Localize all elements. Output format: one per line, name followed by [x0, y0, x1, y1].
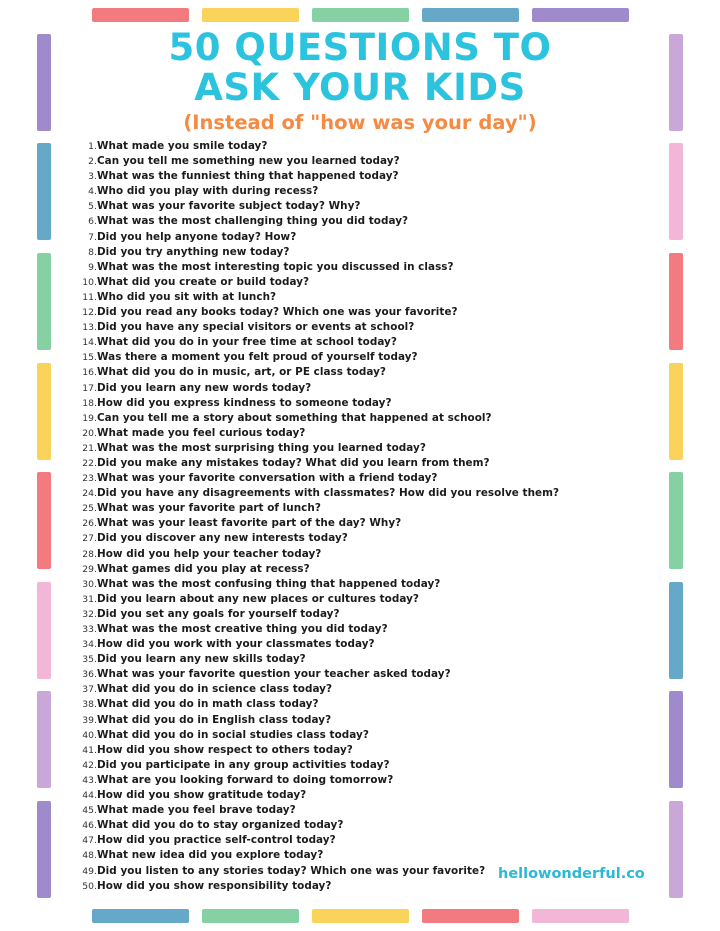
question-item [72, 184, 612, 199]
question-text: Did you make any mistakes today? What did you learn from them? [97, 456, 490, 469]
question-item [72, 441, 612, 456]
question-text: What did you do in math class today? [97, 698, 319, 711]
question-item [72, 139, 612, 154]
question-number: 30. [82, 578, 97, 590]
question-text: Did you have any disagreements with classmates? How did you resolve them? [97, 487, 560, 500]
question-item [72, 350, 612, 365]
question-number: 25. [82, 503, 97, 515]
question-item [72, 245, 612, 260]
right-border-bar [669, 801, 683, 898]
question-text: What did you do in English class today? [97, 713, 332, 726]
question-text: How did you show responsibility today? [97, 879, 332, 892]
question-number: 10. [82, 276, 97, 288]
question-text: Did you help anyone today? How? [97, 230, 297, 243]
question-number: 24. [82, 488, 97, 500]
top-border-bar [532, 8, 629, 22]
question-number: 20. [82, 427, 97, 439]
question-text: What was the most challenging thing you did today? [97, 215, 409, 228]
question-number: 41. [82, 744, 97, 756]
question-item [72, 743, 612, 758]
bottom-border-bar [532, 909, 629, 923]
bottom-border-bar [92, 909, 189, 923]
question-number: 3. [88, 171, 97, 183]
question-item [72, 471, 612, 486]
question-number: 2. [88, 156, 97, 168]
question-text: Can you tell me a story about something that happened at school? [97, 411, 492, 424]
question-number: 11. [82, 291, 97, 303]
question-number: 15. [82, 352, 97, 364]
question-item [72, 848, 612, 863]
question-text: Did you try anything new today? [97, 245, 290, 258]
question-item [72, 833, 612, 848]
question-item [72, 320, 612, 335]
question-number: 49. [82, 865, 97, 877]
question-item [72, 531, 612, 546]
question-text: What was the funniest thing that happened today? [97, 170, 399, 183]
question-text: How did you work with your classmates today? [97, 638, 375, 651]
title-line-2: ASK YOUR KIDS [194, 66, 526, 109]
website-link[interactable]: hellowonderful.co [498, 866, 645, 882]
question-item [72, 592, 612, 607]
question-text: How did you express kindness to someone today? [97, 396, 392, 409]
top-border-bar [202, 8, 299, 22]
question-number: 18. [82, 397, 97, 409]
title-line-1: 50 QUESTIONS TO [168, 26, 552, 69]
question-number: 13. [82, 322, 97, 334]
question-item [72, 486, 612, 501]
question-number: 23. [82, 473, 97, 485]
question-item [72, 577, 612, 592]
left-border-bar [37, 691, 51, 788]
question-text: What made you smile today? [97, 140, 268, 152]
question-item [72, 290, 612, 305]
question-number: 46. [82, 820, 97, 832]
question-number: 39. [82, 714, 97, 726]
question-text: Did you learn any new skills today? [97, 653, 306, 666]
question-text: What did you do in science class today? [97, 683, 333, 696]
question-number: 26. [82, 518, 97, 530]
question-number: 43. [82, 774, 97, 786]
question-text: Did you learn about any new places or cultures today? [97, 592, 419, 605]
question-number: 22. [82, 457, 97, 469]
question-text: What was your favorite subject today? Why? [97, 200, 361, 213]
right-border-bar [669, 691, 683, 788]
question-item [72, 335, 612, 350]
question-text: Did you participate in any group activities today? [97, 758, 390, 771]
question-text: What are you looking forward to doing tomorrow? [97, 773, 394, 786]
question-text: Did you set any goals for yourself today? [97, 607, 340, 620]
question-text: Did you read any books today? Which one was your favorite? [97, 306, 458, 319]
question-text: What was your least favorite part of the day? Why? [97, 517, 402, 530]
question-item [72, 547, 612, 562]
question-text: How did you practice self-control today? [97, 834, 336, 847]
question-item [72, 275, 612, 290]
right-border-bar [669, 143, 683, 240]
question-item [72, 803, 612, 818]
question-item [72, 713, 612, 728]
question-number: 5. [88, 201, 97, 213]
question-item [72, 214, 612, 229]
question-item [72, 758, 612, 773]
left-border-bar [37, 143, 51, 240]
question-text: Did you listen to any stories today? Which one was your favorite? [97, 864, 486, 877]
question-number: 7. [88, 231, 97, 243]
question-number: 44. [82, 790, 97, 802]
question-text: What was your favorite part of lunch? [97, 502, 321, 515]
question-number: 42. [82, 759, 97, 771]
question-number: 50. [82, 880, 97, 892]
question-text: What did you do in your free time at school today? [97, 336, 397, 349]
top-border-bar [422, 8, 519, 22]
left-border-bar [37, 801, 51, 898]
question-number: 38. [82, 699, 97, 711]
question-number: 48. [82, 850, 97, 862]
question-list [72, 139, 612, 894]
question-item [72, 396, 612, 411]
question-item [72, 622, 612, 637]
question-number: 32. [82, 608, 97, 620]
question-item [72, 728, 612, 743]
question-item [72, 169, 612, 184]
question-number: 4. [88, 186, 97, 198]
question-text: Did you learn any new words today? [97, 381, 312, 394]
question-text: What did you do in music, art, or PE class today? [97, 366, 386, 379]
question-text: What games did you play at recess? [97, 562, 310, 575]
question-number: 19. [82, 412, 97, 424]
question-text: What was your favorite question your teacher asked today? [97, 668, 451, 681]
question-text: What was the most creative thing you did today? [97, 623, 388, 635]
question-text: Who did you sit with at lunch? [97, 290, 277, 303]
left-border-bar [37, 582, 51, 679]
question-item [72, 818, 612, 833]
question-item [72, 516, 612, 531]
question-number: 33. [82, 624, 97, 635]
question-number: 12. [82, 307, 97, 319]
question-number: 1. [88, 141, 97, 152]
question-text: What made you feel curious today? [97, 426, 306, 439]
question-text: What was the most confusing thing that happened today? [97, 577, 441, 590]
question-item [72, 411, 612, 426]
question-number: 29. [82, 563, 97, 575]
question-number: 16. [82, 367, 97, 379]
question-text: What was the most surprising thing you learned today? [97, 441, 426, 454]
question-number: 36. [82, 669, 97, 681]
question-item [72, 788, 612, 803]
question-item [72, 562, 612, 577]
question-item [72, 773, 612, 788]
question-item [72, 230, 612, 245]
question-number: 6. [88, 216, 97, 228]
question-item [72, 667, 612, 682]
top-border-bar [92, 8, 189, 22]
right-border-bar [669, 363, 683, 460]
question-item [72, 652, 612, 667]
question-number: 31. [82, 593, 97, 605]
question-number: 21. [82, 442, 97, 454]
question-number: 9. [88, 261, 97, 273]
right-border-bar [669, 253, 683, 350]
question-number: 14. [82, 337, 97, 349]
question-text: What was the most interesting topic you discussed in class? [97, 260, 454, 273]
question-item [72, 154, 612, 169]
question-number: 40. [82, 729, 97, 741]
question-item [72, 260, 612, 275]
question-item [72, 381, 612, 396]
question-number: 37. [82, 684, 97, 696]
question-text: Was there a moment you felt proud of yourself today? [97, 351, 418, 364]
question-text: Did you have any special visitors or events at school? [97, 321, 415, 334]
bottom-border-bar [312, 909, 409, 923]
left-border-bar [37, 253, 51, 350]
question-number: 28. [82, 548, 97, 560]
question-number: 17. [82, 382, 97, 394]
question-text: Can you tell me something new you learned today? [97, 155, 400, 168]
question-number: 45. [82, 805, 97, 817]
question-text: What did you do to stay organized today? [97, 819, 344, 832]
question-item [72, 426, 612, 441]
question-number: 47. [82, 835, 97, 847]
question-item [72, 637, 612, 652]
question-number: 35. [82, 654, 97, 666]
question-number: 27. [82, 533, 97, 545]
question-text: Did you discover any new interests today? [97, 532, 348, 545]
left-border-bar [37, 363, 51, 460]
page-title [0, 28, 720, 108]
question-text: What new idea did you explore today? [97, 849, 324, 862]
question-text: How did you show respect to others today? [97, 743, 353, 756]
question-item [72, 456, 612, 471]
bottom-border-bar [422, 909, 519, 923]
question-item [72, 365, 612, 380]
question-item [72, 305, 612, 320]
right-border-bar [669, 472, 683, 569]
question-text: What made you feel brave today? [97, 804, 296, 817]
left-border-bar [37, 472, 51, 569]
question-text: What did you do in social studies class today? [97, 728, 369, 741]
question-item [72, 697, 612, 712]
question-item [72, 682, 612, 697]
question-item [72, 199, 612, 214]
question-item [72, 501, 612, 516]
question-text: How did you show gratitude today? [97, 789, 307, 802]
question-text: Who did you play with during recess? [97, 185, 319, 198]
question-text: What did you create or build today? [97, 275, 310, 288]
top-border-bar [312, 8, 409, 22]
question-number: 34. [82, 639, 97, 651]
bottom-border-bar [202, 909, 299, 923]
question-item [72, 607, 612, 622]
question-text: How did you help your teacher today? [97, 547, 322, 560]
question-text: What was your favorite conversation with a friend today? [97, 472, 438, 485]
subtitle: (Instead of "how was your day") [183, 111, 537, 134]
question-number: 8. [88, 246, 97, 258]
right-border-bar [669, 582, 683, 679]
